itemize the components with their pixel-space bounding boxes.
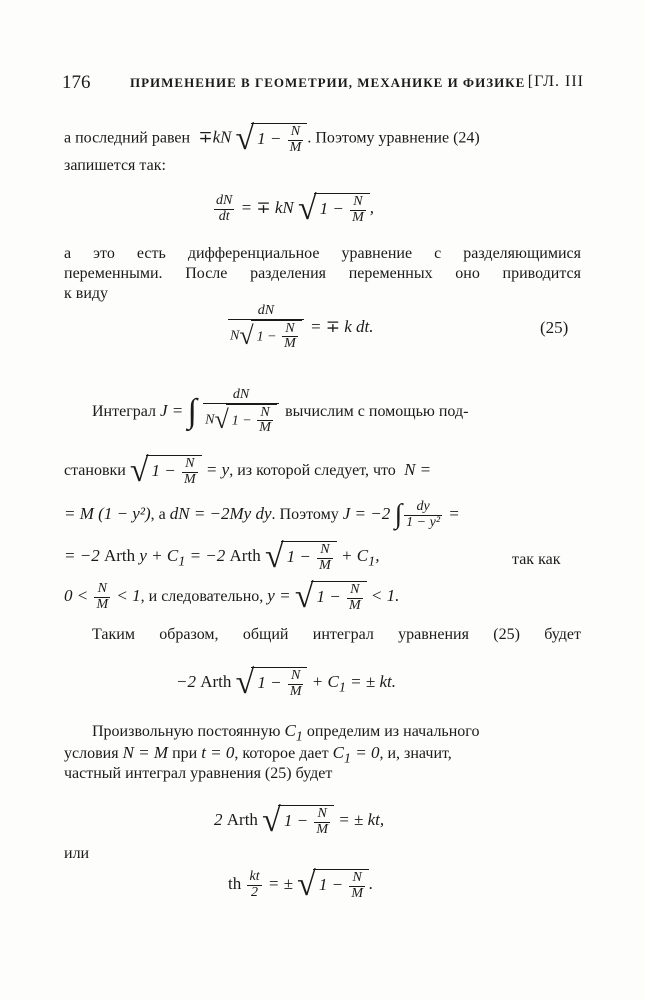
text-line-1: а последний равен ∓kN √ 1 − $\frac{N}{M}$ . Поэтому уравнение (24) (64, 120, 480, 157)
text-line-inequality: 0 < $\frac{N}{M}$ < 1, и следовательно, y = √ 1 − $\frac{N}{M}$ < 1. (64, 578, 400, 615)
paragraph-line: переменными. После разделения переменных оно приводится (64, 265, 581, 282)
paragraph-line: а это есть дифференциальное уравнение с разделяющимися (64, 245, 581, 262)
chapter-label: [ГЛ. III (527, 73, 584, 90)
text-or: или (64, 845, 90, 862)
text-line-integral: Интеграл J = ∫ dN N√ 1 − $\frac{N}{M}$ вычислим с помощью под- (92, 387, 469, 436)
running-title: ПРИМЕНЕНИЕ В ГЕОМЕТРИИ, МЕХАНИКЕ И ФИЗИКЕ (130, 75, 526, 90)
sqrt-expression: √ 1 − $\frac{N}{M}$ (235, 122, 307, 156)
paragraph-line: условия N = M при t = 0, которое дает $C_1 = 0$, и, значит, (64, 743, 452, 767)
paragraph-line: Таким образом, общий интеграл уравнения (25) будет (92, 626, 581, 643)
equation-dn-dt: $\frac{dN}{dt}$ = ∓ kN √ 1 − $\frac{N}{M}$ , (216, 190, 375, 227)
paragraph-line: к виду (64, 285, 109, 302)
equation-th: th $\frac{kt}{2}$ = ± √ 1 − $\frac{N}{M}$ . (228, 866, 374, 903)
paragraph-line: частный интеграл уравнения (25) будет (64, 765, 333, 782)
text-line-2: запишется так: (64, 157, 166, 174)
page-header (62, 72, 584, 94)
text-line-j-calc: = M (1 − y²), а dN = −2My dy. Поэтому J = −2 ∫ $\frac{dy}{\text{1 − y²}}$ = (64, 499, 460, 531)
page-number: 176 (62, 72, 91, 93)
equation-general-integral: −2 Arth √ 1 − $\frac{N}{M}$ + $C_1$ = ± kt. (176, 664, 396, 701)
paragraph-line: Произвольную постоянную $C_1$ определим из начального (92, 721, 480, 745)
equation-25: dN N√ 1 − $\frac{N}{M}$ = ∓ k dt. (230, 303, 374, 352)
equation-particular-integral: 2 Arth √ 1 − $\frac{N}{M}$ = ± kt, (214, 802, 385, 839)
equation-number: (25) (540, 318, 569, 337)
text-line-substitution: становки √ 1 − $\frac{N}{M}$ = y, из которой следует, что N = (64, 452, 432, 489)
text-line-arth: = −2 Arth $y + C_1 = -2$ Arth √ 1 − $\frac{N}{M}$ + $C_1$, так как (64, 538, 561, 575)
